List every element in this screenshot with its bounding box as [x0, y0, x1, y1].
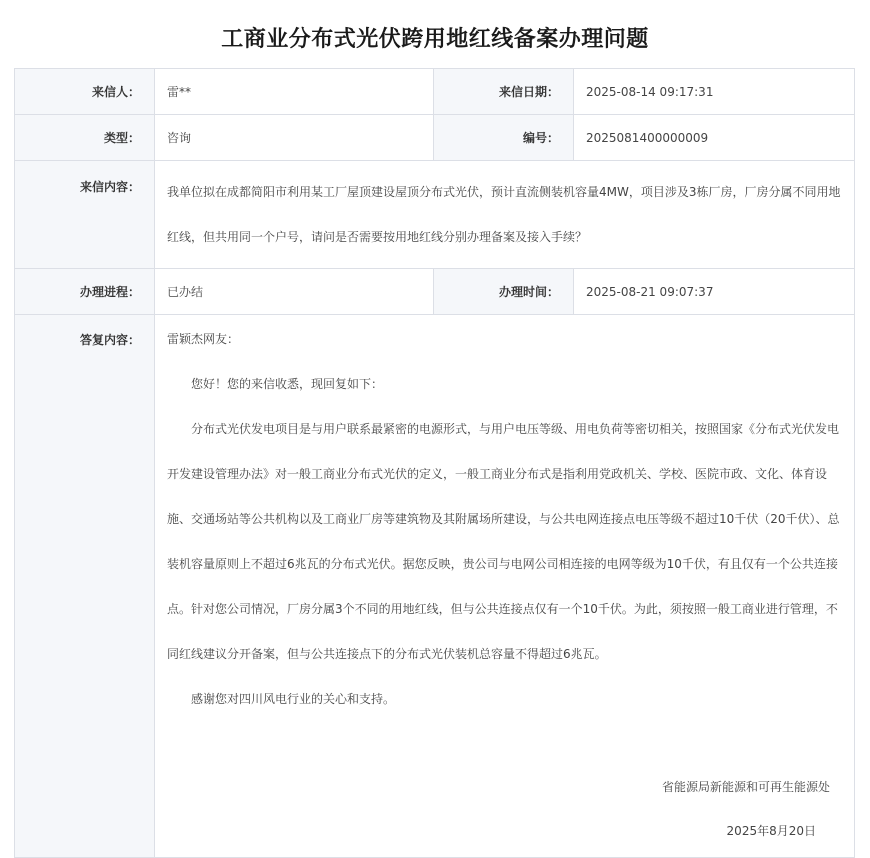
handle-time-label: 办理时间： [434, 269, 574, 315]
reply-label: 答复内容： [15, 315, 155, 858]
table-row [15, 269, 855, 315]
content-label: 来信内容： [15, 161, 155, 269]
reply-paragraph: 分布式光伏发电项目是与用户联系最紧密的电源形式，与用户电压等级、用电负荷等密切相关，按照国家《分布式光伏发电开发建设管理办法》对一般工商业分布式光伏的定义，一般工商业分布式是指利用党政机关、学校、医院市政、文化、体育设施、交通场站等公共机构以及工商业厂房等建筑物及其附属场所建设，与公共电网连接点电压等级不超过10千伏（20千伏）、总装机容量原则上不超过6兆瓦的分布式光伏。据您反映，贵公司与电网公司相连接的电网等级为10千伏，有且仅有一个公共连接点。针对您公司情况，厂房分属3个不同的用地红线，但与公共连接点仅有一个10千伏。为此，须按照一般工商业进行管理，不同红线建议分开备案，但与公共连接点下的分布式光伏装机总容量不得超过6兆瓦。 [167, 422, 840, 661]
letter-content-text: 我单位拟在成都简阳市利用某工厂屋顶建设屋顶分布式光伏，预计直流侧装机容量4MW，项目涉及3栋厂房，厂房分属不同用地红线，但共用同一个户号，请问是否需要按用地红线分别办理备案及接入手续？ [167, 185, 841, 244]
signature-org: 省能源局新能源和可再生能源处 [661, 780, 830, 794]
signature-date: 2025年8月20日 [726, 824, 816, 838]
reply-body [167, 315, 842, 857]
number-value: 2025081400000009 [574, 115, 855, 161]
page-title: 工商业分布式光伏跨用地红线备案办理问题 [221, 27, 649, 52]
reply-paragraph: 感谢您对四川风电行业的关心和支持。 [191, 692, 396, 706]
table-row [15, 315, 855, 858]
date-value: 2025-08-14 09:17:31 [574, 69, 855, 115]
content-value [155, 161, 855, 269]
type-label: 类型： [15, 115, 155, 161]
table-row [15, 161, 855, 269]
letter-detail-table [14, 68, 855, 858]
date-label: 来信日期： [434, 69, 574, 115]
type-value: 咨询 [155, 115, 434, 161]
progress-value: 已办结 [155, 269, 434, 315]
sender-label: 来信人： [15, 69, 155, 115]
number-label: 编号： [434, 115, 574, 161]
handle-time-value: 2025-08-21 09:07:37 [574, 269, 855, 315]
table-row [15, 115, 855, 161]
sender-value: 雷** [155, 69, 434, 115]
reply-greeting: 雷颖杰网友： [167, 332, 240, 346]
reply-value [155, 315, 855, 858]
progress-label: 办理进程： [15, 269, 155, 315]
table-row [15, 69, 855, 115]
reply-paragraph: 您好！您的来信收悉，现回复如下： [191, 377, 384, 391]
